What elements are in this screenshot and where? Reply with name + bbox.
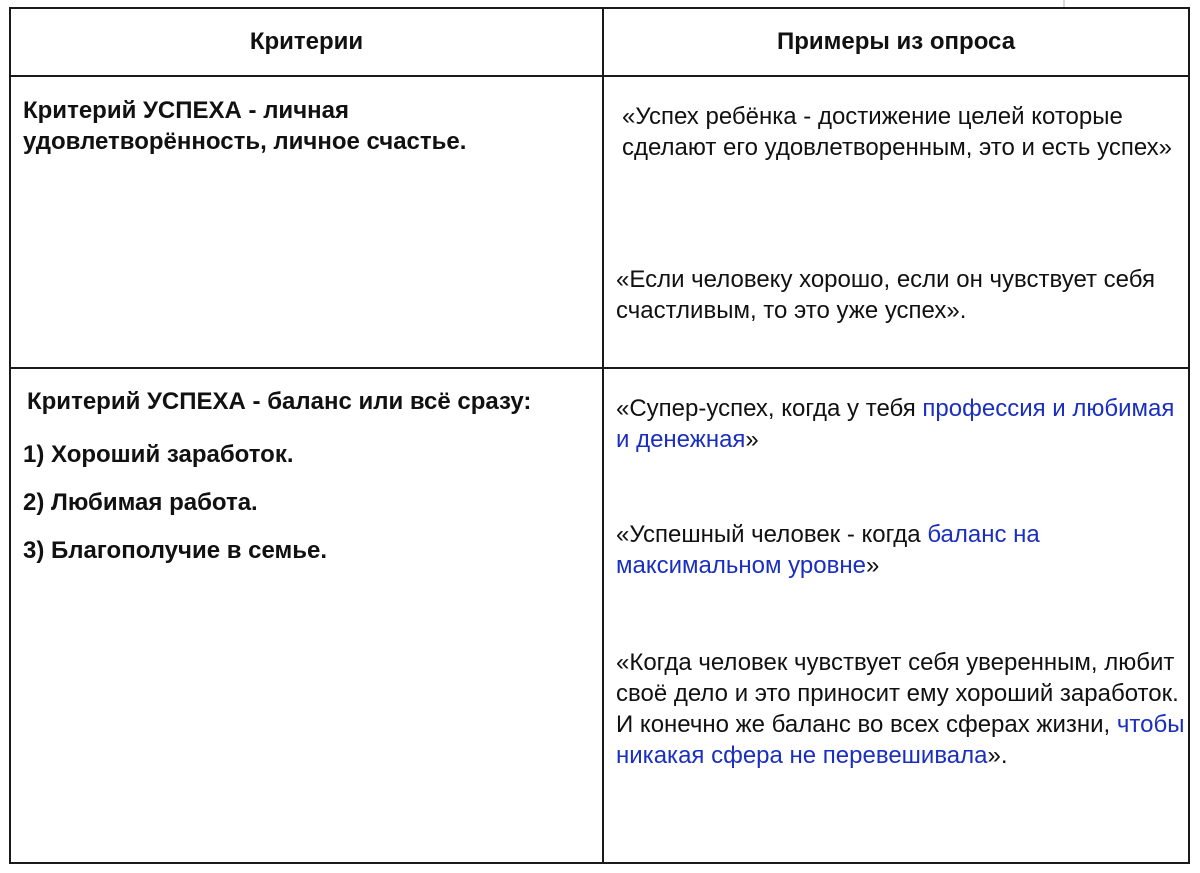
column-divider xyxy=(602,9,604,862)
quote-text: » xyxy=(745,426,759,453)
row-divider xyxy=(11,367,1188,369)
row2-quote-3 xyxy=(616,647,1186,771)
row1-criterion: Критерий УСПЕХА - личная удовлетворённость, личное счастье. xyxy=(23,97,467,155)
quote-text: «Успешный человек - когда xyxy=(616,521,928,548)
row1-quote-1: «Успех ребёнка - достижение целей которые сделают его удовлетворенным, это и есть успех» xyxy=(622,103,1172,161)
row2-quote-2 xyxy=(616,519,1186,581)
list-item: 1) Хороший заработок. xyxy=(23,441,294,468)
header-examples: Примеры из опроса xyxy=(776,28,1016,55)
list-item: 2) Любимая работа. xyxy=(23,489,258,516)
criteria-table xyxy=(9,7,1190,864)
list-item: 3) Благополучие в семье. xyxy=(23,537,328,564)
row1-quote-2: «Если человеку хорошо, если он чувствует себя счастливым, то это уже успех». xyxy=(616,266,1155,324)
quote-highlight: баланс на максимальном уровне xyxy=(616,521,1040,579)
header-criteria: Критерии xyxy=(249,28,364,55)
quote-text: «Когда человек чувствует себя уверенным, любит своё дело и это приносит ему хороший заработок. И конечно же баланс во всех сферах жизни, xyxy=(616,649,1179,738)
row2-criterion: Критерий УСПЕХА - баланс или всё сразу: xyxy=(27,388,532,415)
quote-text: «Супер-успех, когда у тебя xyxy=(616,395,923,422)
quote-text: » xyxy=(865,552,880,579)
quote-highlight: чтобы никакая сфера не перевешивала xyxy=(616,711,1185,769)
header-row-divider xyxy=(11,75,1188,77)
row2-criteria-list xyxy=(23,439,327,583)
quote-highlight: профессия и любимая и денежная xyxy=(616,395,1175,453)
quote-text: ». xyxy=(987,742,1008,769)
row2-quote-1 xyxy=(616,393,1186,455)
